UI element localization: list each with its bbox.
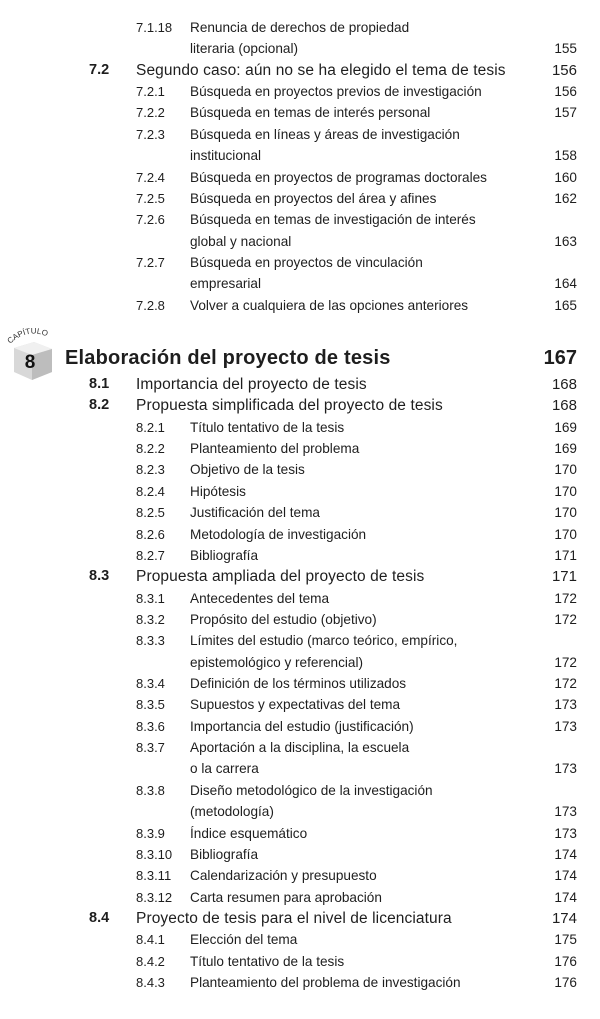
section-title: Índice esquemático	[190, 825, 308, 841]
section-number: 8.4.1	[136, 932, 165, 948]
page-number: 162	[554, 190, 577, 206]
toc-entry	[0, 17, 600, 38]
page-number: 176	[554, 953, 577, 969]
section-title: Calendarización y presupuesto	[190, 868, 377, 884]
toc-entry	[0, 295, 600, 316]
page-number: 156	[551, 61, 577, 79]
page-number: 169	[554, 419, 577, 435]
section-number: 8.3.2	[136, 611, 165, 627]
page-number: 173	[554, 804, 577, 820]
page-number: 170	[554, 526, 577, 542]
toc-entry	[0, 417, 600, 438]
page-number: 165	[554, 297, 577, 313]
section-number: 8.3.7	[136, 740, 165, 756]
toc-entry	[0, 145, 600, 166]
toc-entry	[0, 502, 600, 523]
toc-entry	[0, 588, 600, 609]
toc-entry	[0, 38, 600, 59]
page-number: 164	[554, 276, 577, 292]
toc-entry	[0, 801, 600, 822]
section-number: 7.2.4	[136, 169, 165, 185]
section-number: 8.2	[89, 397, 110, 414]
page-number: 168	[551, 397, 577, 415]
toc-entry	[0, 780, 600, 801]
section-title: Título tentativo de la tesis	[190, 419, 345, 435]
page-number: 156	[554, 84, 577, 100]
section-title: Volver a cualquiera de las opciones anteriores	[190, 297, 469, 313]
page-number: 174	[554, 846, 577, 862]
section-title: Justificación del tema	[190, 505, 320, 521]
page-number: 170	[554, 462, 577, 478]
section-title: Búsqueda en líneas y áreas de investigación	[190, 126, 460, 142]
section-number: 8.2.3	[136, 462, 165, 478]
section-number: 8.3.1	[136, 590, 165, 606]
toc-entry	[0, 209, 600, 230]
section-title: Búsqueda en temas de interés personal	[190, 105, 431, 121]
section-number: 8.3.11	[136, 868, 172, 884]
page-number: 160	[554, 169, 577, 185]
toc-entry	[0, 566, 600, 587]
section-title: Bibliografía	[190, 547, 259, 563]
section-number: 8.3.4	[136, 676, 165, 692]
toc-entry	[0, 630, 600, 651]
section-number: 7.2.6	[136, 212, 165, 228]
section-title: Propuesta ampliada del proyecto de tesis	[136, 568, 425, 586]
section-number: 7.2.7	[136, 254, 165, 270]
page-number: 173	[554, 825, 577, 841]
section-title: empresarial	[190, 276, 262, 292]
page-number: 174	[554, 889, 577, 905]
section-title: Búsqueda en proyectos de vinculación	[190, 254, 423, 270]
section-number: 8.2.2	[136, 441, 165, 457]
section-number: 8.3.5	[136, 697, 165, 713]
section-title: Supuestos y expectativas del tema	[190, 697, 401, 713]
page-number: 176	[554, 975, 577, 991]
toc-entry	[0, 865, 600, 886]
section-number: 7.2	[89, 61, 110, 78]
page-number: 173	[554, 761, 577, 777]
toc-entry	[0, 823, 600, 844]
section-title: Importancia del proyecto de tesis	[136, 376, 367, 393]
page-number: 173	[554, 697, 577, 713]
section-number: 8.2.5	[136, 505, 165, 521]
page-number: 175	[554, 932, 577, 948]
page-number: 172	[554, 654, 577, 670]
toc-entry	[0, 231, 600, 252]
section-number: 7.2.8	[136, 297, 165, 313]
section-title: Planteamiento del problema de investigación	[190, 975, 461, 991]
toc-entry	[0, 60, 600, 81]
section-number: 8.3.6	[136, 718, 165, 734]
toc-entry	[0, 716, 600, 737]
toc-entry	[0, 102, 600, 123]
page-number: 171	[551, 568, 577, 586]
section-title: Bibliografía	[190, 846, 259, 862]
section-title: Definición de los términos utilizados	[190, 676, 407, 692]
page-number: 168	[551, 376, 577, 393]
section-number: 8.1	[89, 376, 110, 392]
section-title: Hipótesis	[190, 483, 246, 499]
section-title: (metodología)	[190, 804, 274, 820]
toc-entry	[0, 887, 600, 908]
section-number: 7.2.2	[136, 105, 165, 121]
page-number: 174	[551, 910, 577, 927]
section-number: 8.4.3	[136, 975, 165, 991]
toc-entry	[0, 524, 600, 545]
toc-entry	[0, 273, 600, 294]
section-title: Búsqueda en temas de investigación de interés	[190, 212, 476, 228]
chapter-heading	[0, 343, 600, 373]
section-number: 7.2.3	[136, 126, 165, 142]
section-number: 7.1.18	[136, 20, 173, 35]
section-number: 7.2.5	[136, 190, 165, 206]
toc-entry	[0, 758, 600, 779]
toc-entry	[0, 395, 600, 416]
page-number: 171	[554, 547, 577, 563]
section-title: Título tentativo de la tesis	[190, 953, 345, 969]
section-number: 8.3.10	[136, 846, 173, 862]
toc-entry	[0, 438, 600, 459]
section-title: Antecedentes del tema	[190, 590, 330, 606]
section-number: 8.3.9	[136, 825, 165, 841]
section-title: literaria (opcional)	[190, 41, 299, 57]
section-number: 8.2.4	[136, 483, 165, 499]
toc-entry	[0, 972, 600, 993]
section-title: Planteamiento del problema	[190, 441, 360, 457]
section-number: 8.2.7	[136, 547, 165, 563]
page-number: 172	[554, 611, 577, 627]
page-number: 170	[554, 483, 577, 499]
section-number: 8.3.12	[136, 889, 173, 905]
section-title: global y nacional	[190, 233, 292, 249]
section-title: Objetivo de la tesis	[190, 462, 305, 478]
toc-entry	[0, 188, 600, 209]
page-number: 170	[554, 505, 577, 521]
section-title: Proyecto de tesis para el nivel de licenciatura	[136, 910, 452, 927]
section-number: 8.4	[89, 910, 110, 926]
section-title: Límites del estudio (marco teórico, empírico,	[190, 633, 458, 649]
page-number: 163	[554, 233, 577, 249]
toc-entry	[0, 737, 600, 758]
section-title: Búsqueda en proyectos de programas doctorales	[190, 169, 487, 185]
page-number: 172	[554, 676, 577, 692]
section-title: Aportación a la disciplina, la escuela	[190, 740, 410, 756]
section-title: epistemológico y referencial)	[190, 654, 364, 670]
section-title: Propuesta simplificada del proyecto de tesis	[136, 397, 443, 415]
page-number: 155	[554, 41, 577, 57]
toc-entry	[0, 609, 600, 630]
section-number: 8.2.1	[136, 419, 165, 435]
page-number: 158	[554, 148, 577, 164]
chapter-number: 8	[24, 352, 36, 373]
toc-entry	[0, 81, 600, 102]
page-number: 169	[554, 441, 577, 457]
toc-entry	[0, 673, 600, 694]
section-title: institucional	[190, 148, 262, 164]
toc-entry	[0, 124, 600, 145]
section-title: Importancia del estudio (justificación)	[190, 718, 414, 734]
section-title: Elección del tema	[190, 932, 298, 948]
toc-entry	[0, 374, 600, 395]
toc-entry	[0, 908, 600, 929]
toc-entry	[0, 481, 600, 502]
toc-entry	[0, 929, 600, 950]
page-number: 172	[554, 590, 577, 606]
section-number: 8.3.8	[136, 782, 165, 798]
section-title: Renuncia de derechos de propiedad	[190, 20, 410, 35]
page-number: 174	[554, 868, 577, 884]
page-number: 157	[554, 105, 577, 121]
toc-entry	[0, 951, 600, 972]
section-title: Diseño metodológico de la investigación	[190, 782, 433, 798]
section-title: Propósito del estudio (objetivo)	[190, 611, 377, 627]
chapter-title: Elaboración del proyecto de tesis	[65, 347, 391, 369]
svg-text:CAPÍTULO: CAPÍTULO	[5, 326, 50, 346]
section-number: 8.4.2	[136, 953, 165, 969]
toc-entry	[0, 844, 600, 865]
section-title: Segundo caso: aún no se ha elegido el tema de tesis	[136, 61, 506, 79]
toc-entry	[0, 459, 600, 480]
toc-entry	[0, 167, 600, 188]
toc-entry	[0, 252, 600, 273]
section-number: 8.2.6	[136, 526, 165, 542]
section-title: Metodología de investigación	[190, 526, 367, 542]
section-title: Carta resumen para aprobación	[190, 889, 382, 905]
section-title: o la carrera	[190, 761, 259, 777]
section-title: Búsqueda en proyectos previos de investigación	[190, 84, 482, 100]
section-number: 8.3.3	[136, 633, 165, 649]
toc-entry	[0, 545, 600, 566]
chapter-page: 167	[543, 347, 577, 369]
toc-entry	[0, 652, 600, 673]
toc-entry	[0, 694, 600, 715]
page-number: 173	[554, 718, 577, 734]
section-number: 8.3	[89, 568, 110, 585]
section-title: Búsqueda en proyectos del área y afines	[190, 190, 437, 206]
section-number: 7.2.1	[136, 84, 165, 100]
